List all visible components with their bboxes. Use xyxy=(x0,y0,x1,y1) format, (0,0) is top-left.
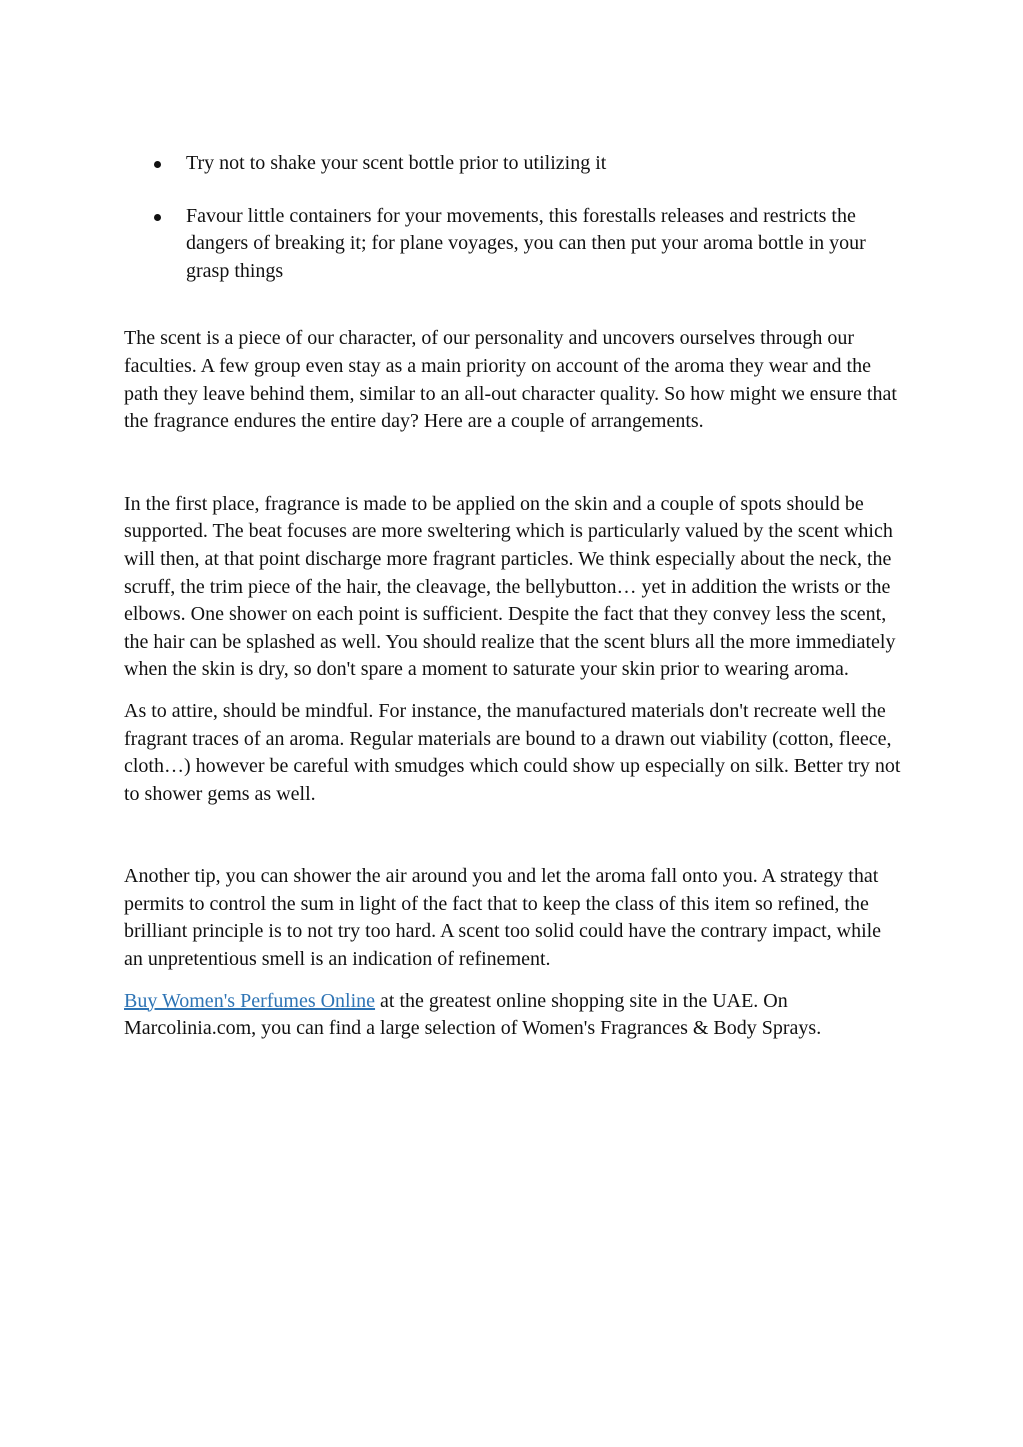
list-item-text: Favour little containers for your movements, this forestalls releases and restricts the dangers of breaking it; for plane voyages, you can then put your aroma bottle in your grasp things xyxy=(186,204,866,282)
bullet-icon xyxy=(154,161,161,168)
document-page xyxy=(124,150,904,1043)
tips-list xyxy=(124,150,904,285)
buy-perfumes-link[interactable]: Buy Women's Perfumes Online xyxy=(124,989,376,1012)
paragraph-attire: As to attire, should be mindful. For instance, the manufactured materials don't recreate well the fragrant traces of an aroma. Regular materials are bound to a drawn out viability (cotton, fleece, cloth…) however be careful with smudges which could show up especially on silk. Better try not to shower gems as well. xyxy=(124,699,901,805)
list-item xyxy=(124,203,904,286)
paragraph-closing xyxy=(124,988,904,1043)
bullet-icon xyxy=(154,214,161,221)
paragraph-air-tip: Another tip, you can shower the air around you and let the aroma fall onto you. A strategy that permits to control the sum in light of the fact that to keep the class of this item so refined, the brilliant principle is to not try too hard. A scent too solid could have the contrary impact, while an unpretentious smell is an indication of refinement. xyxy=(124,865,882,971)
paragraph-character: The scent is a piece of our character, of our personality and uncovers ourselves through our faculties. A few group even stay as a main priority on account of the aroma they wear and the path they leave behind them, similar to an all-out character quality. So how might we ensure that the fragrance endures the entire day? Here are a couple of arrangements. xyxy=(124,327,897,433)
list-item-text: Try not to shake your scent bottle prior to utilizing it xyxy=(186,152,607,174)
paragraph-application: In the first place, fragrance is made to be applied on the skin and a couple of spots should be supported. The beat focuses are more sweltering which is particularly valued by the scent which will then, at that point discharge more fragrant particles. We think especially about the neck, the scruff, the trim piece of the hair, the cleavage, the bellybutton… yet in addition the wrists or the elbows. One shower on each point is sufficient. Despite the fact that they convey less the scent, the hair can be splashed as well. You should realize that the scent blurs all the more immediately when the skin is dry, so don't spare a moment to saturate your skin prior to wearing aroma. xyxy=(124,492,896,681)
list-item xyxy=(124,150,904,178)
closing-text: at the greatest online shopping site in the UAE. On Marcolinia.com, you can find a large selection of Women's Fragrances & Body Sprays. xyxy=(124,989,822,1040)
